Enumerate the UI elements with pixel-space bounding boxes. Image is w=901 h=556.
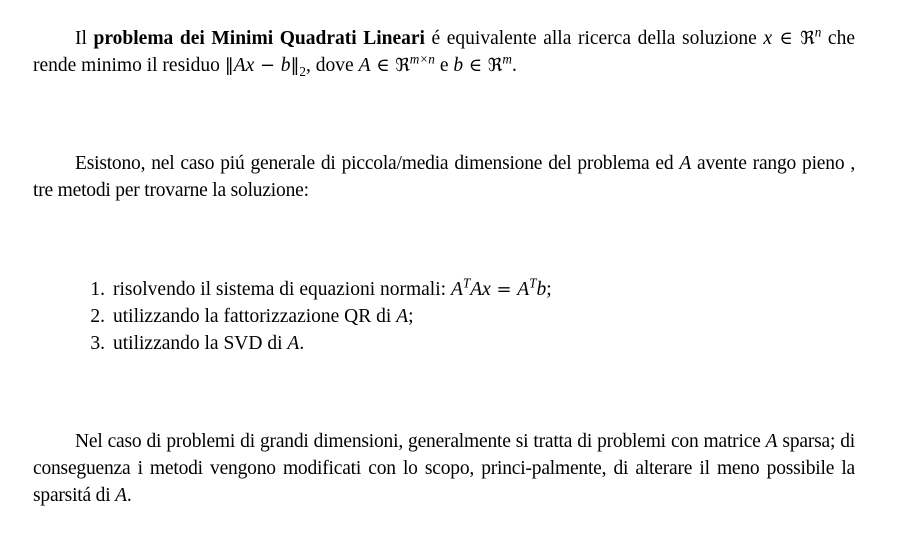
text: e [434,55,454,76]
text: Esistono, nel caso piú generale di piccola/media dimensione del problema ed [75,153,680,174]
list-item [80,330,552,357]
element-of-symbol: ∈ [772,28,801,49]
text: . [299,333,305,354]
list-item [80,303,552,330]
element-of-symbol: ∈ [463,55,488,76]
text: ; [546,279,552,300]
math-var-A: A [517,279,530,300]
math-var-A: A [450,279,463,300]
transpose-superscript: T [529,275,537,291]
element-of-symbol: ∈ [370,55,396,76]
text: utilizzando la SVD di [113,333,288,354]
math-var-b: b [280,55,291,76]
math-var-b: b [536,279,547,300]
equals-symbol: = [490,279,518,300]
list-item-text [113,276,552,303]
text: é equivalente alla ricerca della soluzione [424,28,764,49]
reals-symbol: ℜ [800,28,815,49]
transpose-superscript: T [462,275,471,291]
reals-symbol: ℜ [395,55,410,76]
text: sparsa; di conseguenza i metodi vengono modificati con lo scopo, princi-palmente, di alterare il meno possibile la sparsitá di [33,431,855,506]
math-var-A: A [115,485,127,506]
exponent-mxn: m×n [409,51,435,67]
math-var-A: A [287,333,300,354]
math-Ax: Ax [470,279,491,300]
text: . [126,485,132,506]
exponent-n: n [814,24,822,40]
norm-open: ‖ [224,55,234,76]
list-number: 2. [90,306,105,327]
math-var-A: A [396,306,409,327]
math-var-A: A [679,153,692,174]
math-var-A: A [358,55,371,76]
bold-term: problema dei Minimi Quadrati Lineari [93,28,425,49]
text: . [511,55,517,76]
reals-symbol: ℜ [487,55,503,76]
text: utilizzando la fattorizzazione QR di [113,306,397,327]
list-item [80,276,552,303]
math-var-A: A [765,431,778,452]
text: , dove [306,55,359,76]
text: ; [408,306,414,327]
text: Il [75,28,94,49]
methods-list [80,276,552,357]
exponent-m: m [502,51,512,67]
list-number: 3. [90,333,105,354]
minus-symbol: − [254,55,281,76]
list-item-text [113,303,414,330]
text: che rende minimo il residuo [33,28,855,76]
norm-subscript: 2 [299,63,307,79]
list-item-text [113,330,304,357]
math-Ax: Ax [233,55,255,76]
paragraph-methods-intro [33,150,855,204]
text: risolvendo il sistema di equazioni normali: [113,279,451,300]
norm-close: ‖ [290,55,300,76]
text: avente rango pieno , tre metodi per trovarne la soluzione: [33,153,856,201]
math-var-b: b [453,55,464,76]
text: Nel caso di problemi di grandi dimensioni, generalmente si tratta di problemi con matrice [75,431,766,452]
paragraph-definition [33,25,855,79]
paragraph-sparse-problems [33,428,855,509]
list-number: 1. [90,279,105,300]
math-var-x: x [763,28,773,49]
